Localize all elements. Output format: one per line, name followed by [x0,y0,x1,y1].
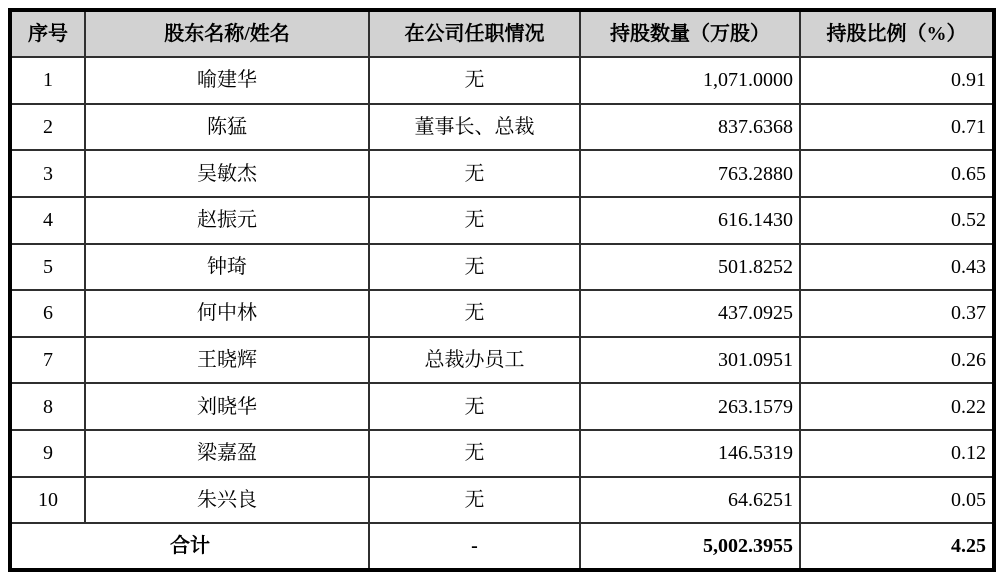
cell-shares: 763.2880 [580,150,800,197]
table-row [10,57,994,104]
cell-ratio: 0.12 [800,430,994,477]
cell-index: 2 [10,104,85,151]
cell-position: 总裁办员工 [369,337,580,384]
cell-index: 3 [10,150,85,197]
cell-ratio: 0.05 [800,477,994,524]
cell-position: 无 [369,477,580,524]
cell-ratio: 0.65 [800,150,994,197]
cell-shares: 301.0951 [580,337,800,384]
cell-name: 赵振元 [85,197,369,244]
cell-name: 陈猛 [85,104,369,151]
col-header-shares: 持股数量（万股） [580,10,800,57]
cell-index: 7 [10,337,85,384]
table-row [10,430,994,477]
table-row [10,150,994,197]
cell-position: 无 [369,383,580,430]
cell-shares: 437.0925 [580,290,800,337]
col-header-position: 在公司任职情况 [369,10,580,57]
cell-name: 刘晓华 [85,383,369,430]
cell-shares: 146.5319 [580,430,800,477]
cell-index: 6 [10,290,85,337]
cell-shares: 616.1430 [580,197,800,244]
cell-ratio: 0.43 [800,244,994,291]
cell-position: 无 [369,244,580,291]
cell-position: 无 [369,150,580,197]
table-row [10,290,994,337]
cell-index: 8 [10,383,85,430]
cell-name: 何中林 [85,290,369,337]
cell-position: 董事长、总裁 [369,104,580,151]
table-row [10,104,994,151]
shareholders-table [8,8,996,572]
cell-ratio: 0.37 [800,290,994,337]
cell-name: 吴敏杰 [85,150,369,197]
cell-index: 5 [10,244,85,291]
cell-ratio: 0.22 [800,383,994,430]
cell-position: 无 [369,430,580,477]
cell-name: 王晓辉 [85,337,369,384]
cell-shares: 1,071.0000 [580,57,800,104]
cell-shares: 501.8252 [580,244,800,291]
col-header-name: 股东名称/姓名 [85,10,369,57]
cell-ratio: 0.71 [800,104,994,151]
table-row [10,477,994,524]
cell-shares: 64.6251 [580,477,800,524]
total-label: 合计 [10,523,369,570]
cell-position: 无 [369,57,580,104]
cell-shares: 263.1579 [580,383,800,430]
cell-ratio: 0.26 [800,337,994,384]
total-shares: 5,002.3955 [580,523,800,570]
header-row [10,10,994,57]
cell-position: 无 [369,290,580,337]
cell-ratio: 0.52 [800,197,994,244]
table-row [10,244,994,291]
cell-ratio: 0.91 [800,57,994,104]
cell-name: 梁嘉盈 [85,430,369,477]
col-header-index: 序号 [10,10,85,57]
cell-index: 1 [10,57,85,104]
table-row [10,197,994,244]
table-row [10,383,994,430]
cell-index: 9 [10,430,85,477]
cell-shares: 837.6368 [580,104,800,151]
cell-index: 4 [10,197,85,244]
cell-name: 钟琦 [85,244,369,291]
cell-index: 10 [10,477,85,524]
cell-position: 无 [369,197,580,244]
total-position: - [369,523,580,570]
table-row [10,337,994,384]
col-header-ratio: 持股比例（%） [800,10,994,57]
cell-name: 朱兴良 [85,477,369,524]
total-row [10,523,994,570]
cell-name: 喻建华 [85,57,369,104]
total-ratio: 4.25 [800,523,994,570]
table-body [10,57,994,570]
